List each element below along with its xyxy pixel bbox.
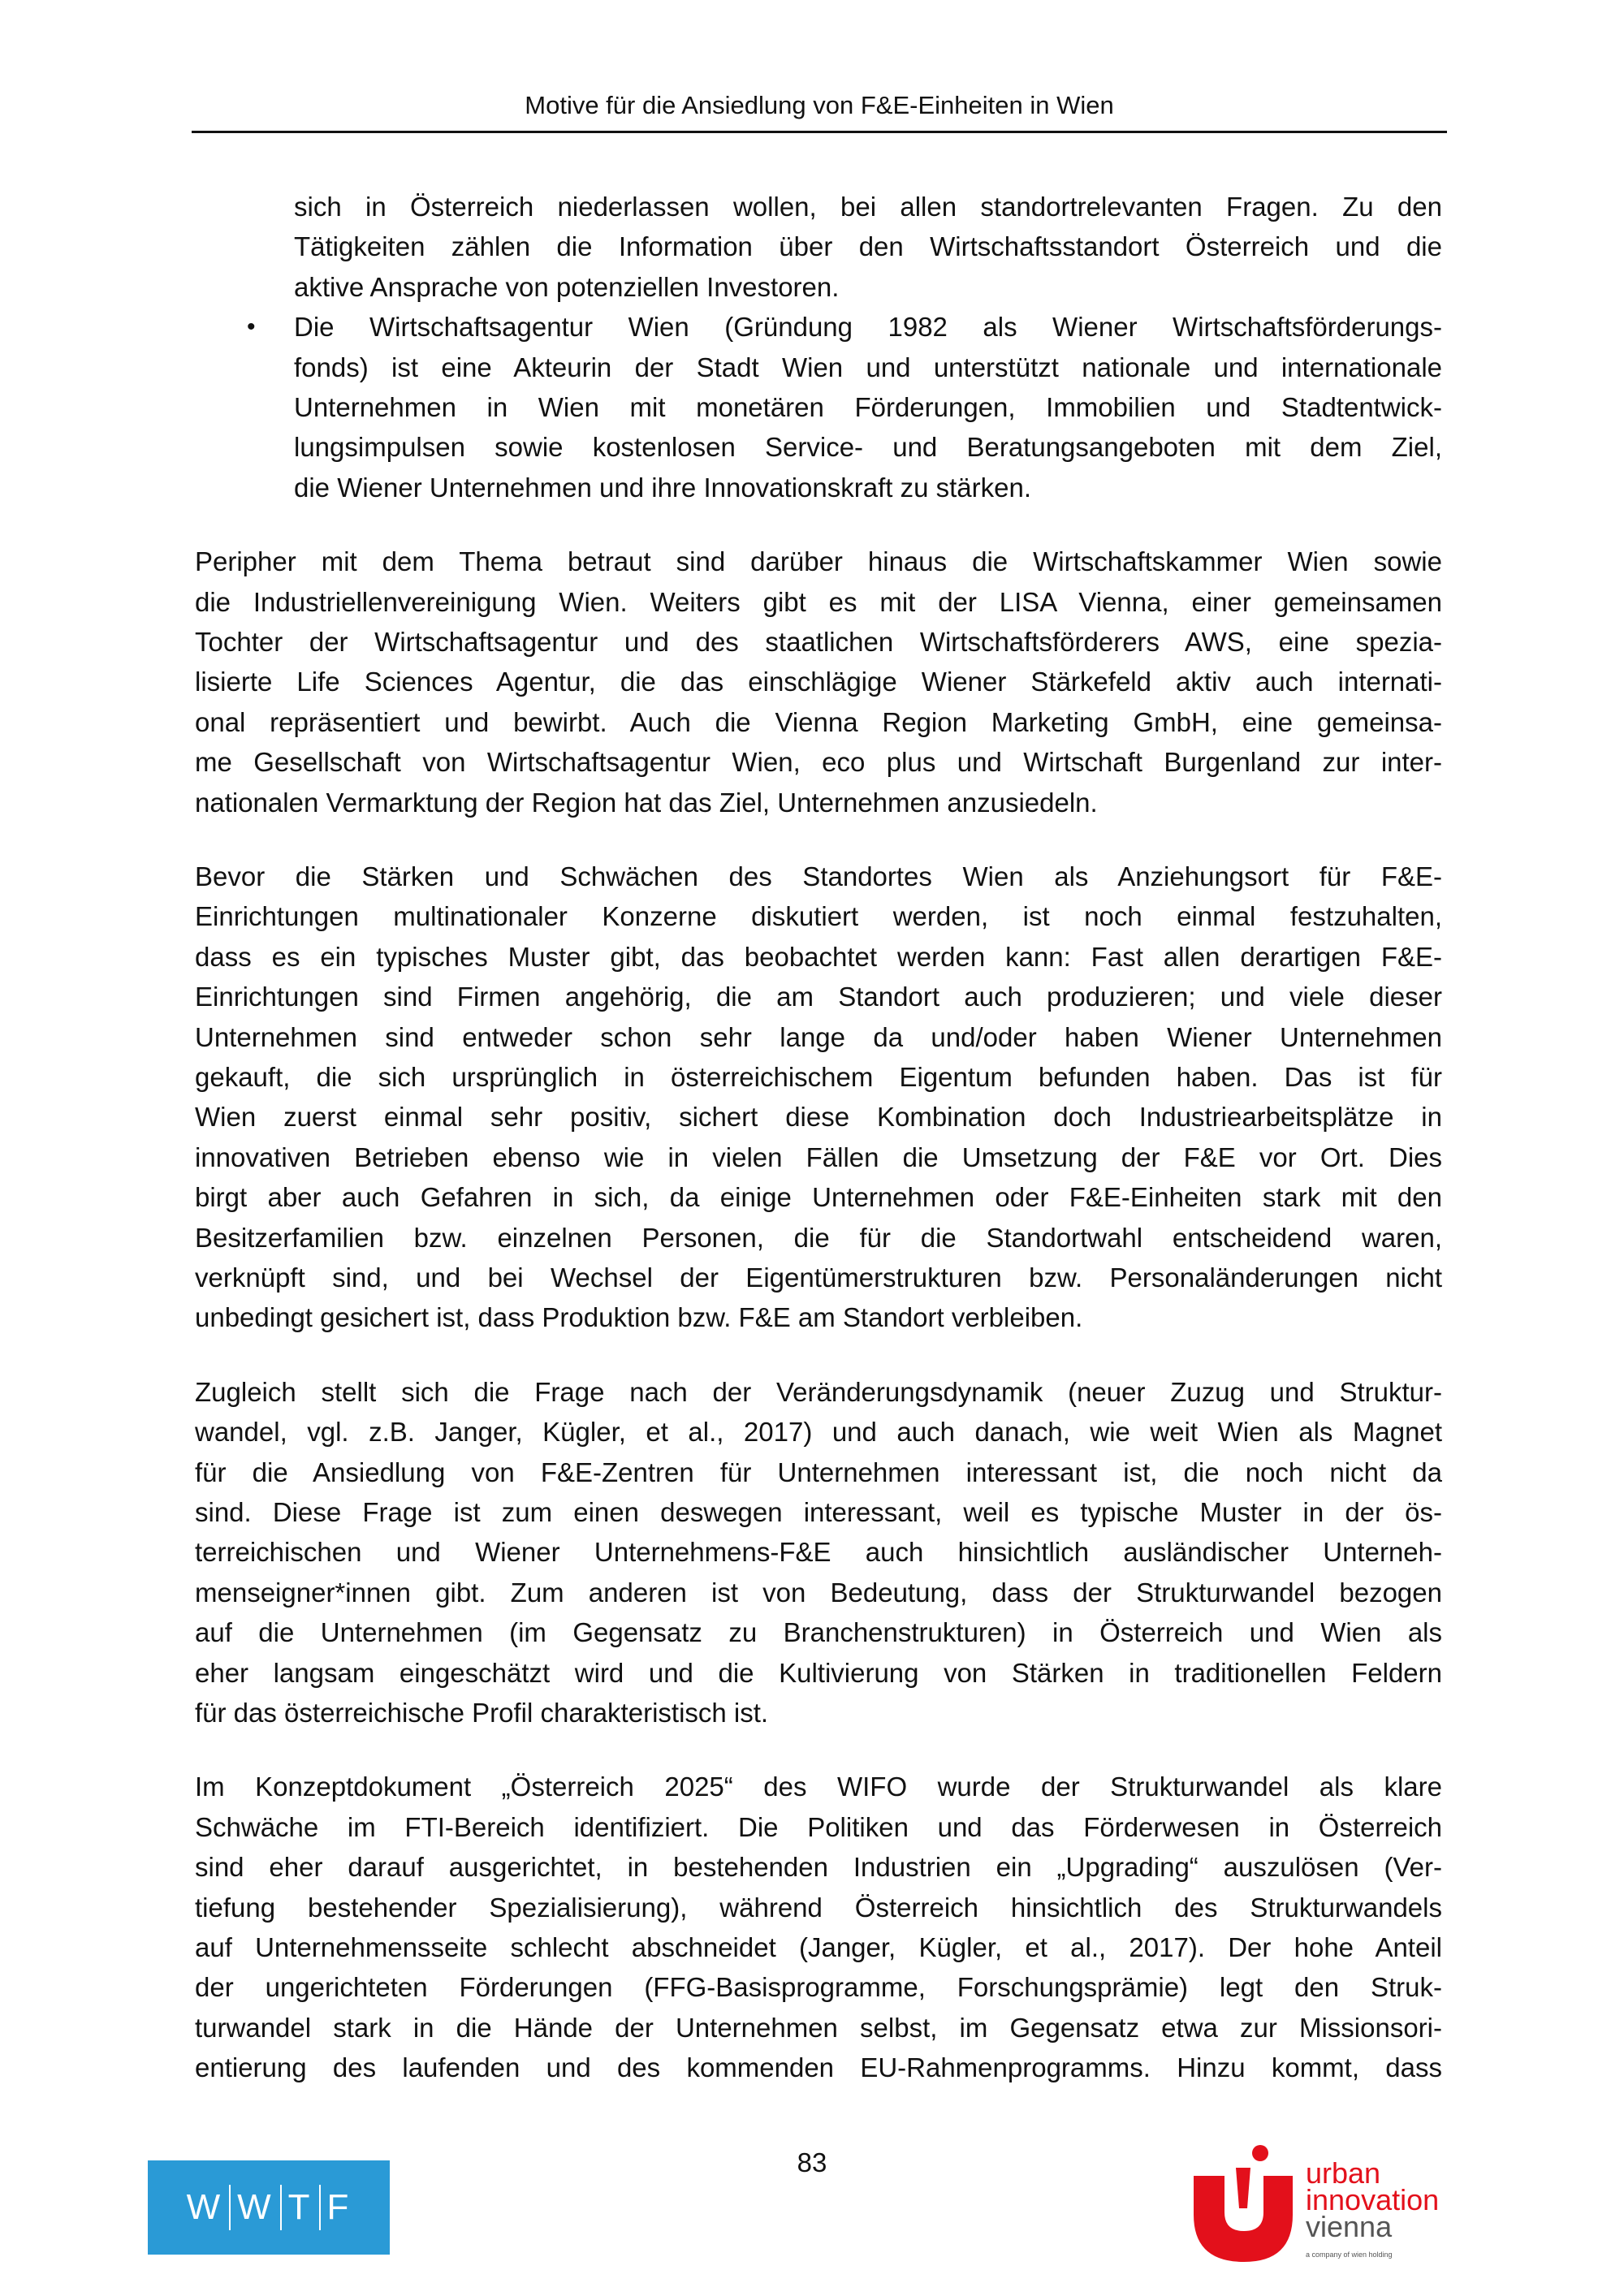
text-line: auf die Unternehmen (im Gegensatz zu Branchenstrukturen) in Österreich und Wien als bbox=[195, 1617, 1442, 1648]
uiv-line2: innovation bbox=[1306, 2183, 1440, 2216]
paragraph bbox=[195, 1372, 1442, 1733]
text-line: turwandel stark in die Hände der Unternehmen selbst, im Gegensatz etwa zur Missionsori- bbox=[195, 2012, 1442, 2043]
bullet-icon: • bbox=[247, 313, 256, 341]
text-line: sind. Diese Frage ist zum einen deswegen interessant, weil es typische Muster in der ös- bbox=[195, 1496, 1442, 1527]
text-line: Bevor die Stärken und Schwächen des Standortes Wien als Anziehungsort für F&E- bbox=[195, 861, 1442, 891]
text-line: Besitzerfamilien bzw. einzelnen Personen, die für die Standortwahl entscheidend waren, bbox=[195, 1222, 1442, 1253]
text-line: Tätigkeiten zählen die Information über den Wirtschaftsstandort Österreich und die bbox=[294, 231, 1442, 262]
paragraph bbox=[195, 542, 1442, 822]
text-line: entierung des laufenden und des kommenden EU-Rahmenprogramms. Hinzu kommt, dass bbox=[195, 2052, 1442, 2083]
bullet-item bbox=[247, 307, 1442, 507]
uiv-u-mark-icon bbox=[1186, 2143, 1299, 2265]
text-line: Im Konzeptdokument „Österreich 2025“ des WIFO wurde der Strukturwandel als klare bbox=[195, 1772, 1442, 1802]
text-line: onal repräsentiert und bewirbt. Auch die Vienna Region Marketing GmbH, eine gemeinsa- bbox=[195, 706, 1442, 737]
text-line: nationalen Vermarktung der Region hat das Ziel, Unternehmen anzusiedeln. bbox=[195, 787, 1098, 818]
text-line: die Industriellenvereinigung Wien. Weiters gibt es mit der LISA Vienna, einer gemeinsamen bbox=[195, 586, 1442, 617]
text-line: me Gesellschaft von Wirtschaftsagentur Wien, eco plus und Wirtschaft Burgenland zur inter- bbox=[195, 747, 1442, 778]
uiv-line1: urban bbox=[1306, 2156, 1381, 2190]
text-line: Schwäche im FTI-Bereich identifiziert. Die Politiken und das Förderwesen in Österreich bbox=[195, 1811, 1442, 1842]
text-line: tiefung bestehender Spezialisierung), während Österreich hinsichtlich des Strukturwandels bbox=[195, 1892, 1442, 1923]
text-line: Zugleich stellt sich die Frage nach der Veränderungsdynamik (neuer Zuzug und Struktur- bbox=[195, 1376, 1442, 1407]
text-line: Tochter der Wirtschaftsagentur und des staatlichen Wirtschaftsförderers AWS, eine spezia- bbox=[195, 626, 1442, 657]
urban-innovation-vienna-logo bbox=[1186, 2143, 1478, 2265]
paragraph bbox=[195, 857, 1442, 1338]
text-line: gekauft, die sich ursprünglich in österreichischem Eigentum befunden haben. Das ist für bbox=[195, 1061, 1442, 1092]
text-line: Einrichtungen sind Firmen angehörig, die am Standort auch produzieren; und viele dieser bbox=[195, 982, 1442, 1012]
paragraph bbox=[195, 1767, 1442, 2087]
text-line: für das österreichische Profil charakteristisch ist. bbox=[195, 1697, 769, 1728]
text-line: Einrichtungen multinationaler Konzerne diskutiert werden, ist noch einmal festzuhalten, bbox=[195, 901, 1442, 932]
text-line: birgt aber auch Gefahren in sich, da einige Unternehmen oder F&E-Einheiten stark mit den bbox=[195, 1182, 1442, 1213]
text-line: die Wiener Unternehmen und ihre Innovationskraft zu stärken. bbox=[294, 472, 1031, 503]
text-line: fonds) ist eine Akteurin der Stadt Wien und unterstützt nationale und internationale bbox=[294, 352, 1442, 382]
text-line: auf Unternehmensseite schlecht abschneidet (Janger, Kügler, et al., 2017). Der hohe Anteil bbox=[195, 1931, 1442, 1962]
page-number: 83 bbox=[797, 2147, 827, 2177]
text-line: Unternehmen sind entweder schon sehr lange da und/oder haben Wiener Unternehmen bbox=[195, 1021, 1442, 1052]
text-line: eher langsam eingeschätzt wird und die Kultivierung von Stärken in traditionellen Feldern bbox=[195, 1657, 1442, 1688]
text-line: innovativen Betrieben ebenso wie in vielen Fällen die Umsetzung der F&E vor Ort. Dies bbox=[195, 1142, 1442, 1172]
text-line: für die Ansiedlung von F&E-Zentren für Unternehmen interessant ist, die noch nicht da bbox=[195, 1457, 1442, 1487]
text-line: lisierte Life Sciences Agentur, die das einschlägige Wiener Stärkefeld aktiv auch internati- bbox=[195, 667, 1442, 697]
paragraph bbox=[294, 187, 1442, 307]
header-rule bbox=[192, 131, 1447, 133]
text-line: aktive Ansprache von potenziellen Investoren. bbox=[294, 271, 840, 302]
text-line: menseigner*innen gibt. Zum anderen ist von Bedeutung, dass der Strukturwandel bezogen bbox=[195, 1577, 1442, 1608]
uiv-line3: vienna bbox=[1306, 2210, 1393, 2243]
uiv-subtitle: a company of wien holding bbox=[1306, 2251, 1393, 2259]
running-header: Motive für die Ansiedlung von F&E-Einheiten in Wien bbox=[525, 91, 1114, 119]
text-line: dass es ein typisches Muster gibt, das beobachtet werden kann: Fast allen derartigen F&E- bbox=[195, 941, 1442, 972]
text-line: Peripher mit dem Thema betraut sind darüber hinaus die Wirtschaftskammer Wien sowie bbox=[195, 546, 1442, 577]
wwtf-logo: W W T F bbox=[148, 2160, 390, 2255]
text-line: Die Wirtschaftsagentur Wien (Gründung 1982 als Wiener Wirtschaftsförderungs- bbox=[294, 312, 1442, 343]
text-line: Wien zuerst einmal sehr positiv, sichert diese Kombination doch Industriearbeitsplätze in bbox=[195, 1102, 1442, 1133]
text-line: terreichischen und Wiener Unternehmens-F&E auch hinsichtlich ausländischer Unterneh- bbox=[195, 1537, 1442, 1568]
text-line: Unternehmen in Wien mit monetären Förderungen, Immobilien und Stadtentwick- bbox=[294, 391, 1442, 422]
text-line: lungsimpulsen sowie kostenlosen Service- und Beratungsangeboten mit dem Ziel, bbox=[294, 432, 1442, 463]
text-line: sich in Österreich niederlassen wollen, bei allen standortrelevanten Fragen. Zu den bbox=[294, 192, 1442, 222]
text-line: verknüpft sind, und bei Wechsel der Eigentümerstrukturen bzw. Personaländerungen nicht bbox=[195, 1262, 1442, 1293]
text-line: unbedingt gesichert ist, dass Produktion bzw. F&E am Standort verbleiben. bbox=[195, 1302, 1083, 1333]
text-line: sind eher darauf ausgerichtet, in bestehenden Industrien ein „Upgrading“ auszulösen (Ver- bbox=[195, 1852, 1442, 1883]
text-line: der ungerichteten Förderungen (FFG-Basisprogramme, Forschungsprämie) legt den Struk- bbox=[195, 1972, 1442, 2003]
text-line: wandel, vgl. z.B. Janger, Kügler, et al., 2017) und auch danach, wie weit Wien als Magnet bbox=[195, 1417, 1442, 1448]
